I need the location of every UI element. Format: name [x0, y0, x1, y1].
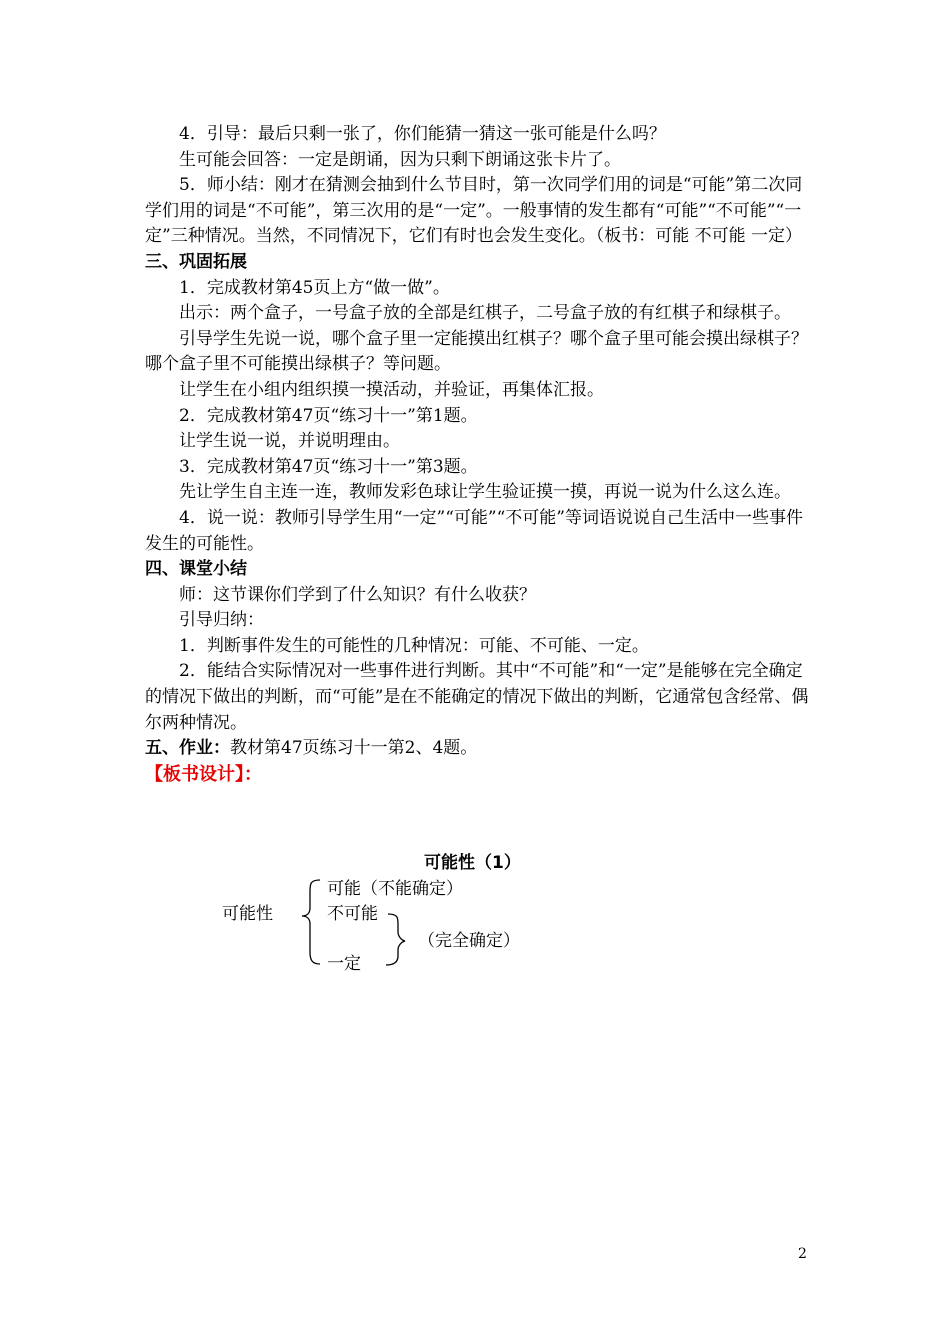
board-branch-possible: 可能（不能确定） — [327, 879, 463, 899]
paragraph-connect: 先让学生自主连一连，教师发彩色球让学生验证摸一摸，再说一说为什么这么连。 — [179, 482, 791, 503]
paragraph-explain: 让学生说一说，并说明理由。 — [179, 431, 400, 452]
paragraph-exercise-1: 1．完成教材第45页上方“做一做”。 — [179, 277, 450, 298]
section-heading-consolidate: 三、巩固拓展 — [145, 251, 247, 272]
paragraph-summary-point-2: 2．能结合实际情况对一些事件进行判断。其中“不可能”和“一定”是能够在完全确定的情况下做出的判断，而“可能”是在不能确定的情况下做出的判断，它通常包含经常、偶尔两种情况。 — [145, 661, 809, 733]
homework-text: 教材第47页练习十一第2、4题。 — [230, 738, 478, 759]
page-number: 2 — [798, 1246, 807, 1262]
paragraph-exercise-2: 2．完成教材第47页“练习十一”第1题。 — [179, 405, 478, 426]
right-brace — [386, 914, 405, 965]
board-design-heading: 【板书设计】： — [145, 763, 262, 785]
left-brace — [302, 880, 320, 964]
paragraph-summary-point-1: 1．判断事件发生的可能性的几种情况：可能、不可能、一定。 — [179, 635, 649, 656]
paragraph-speak-4: 4．说一说：教师引导学生用“一定”“可能”“不可能”等词语说说自己生活中一些事件发生的可能性。 — [145, 507, 803, 554]
paragraph-induction: 引导归纳： — [179, 610, 264, 631]
board-root-label: 可能性 — [222, 904, 273, 924]
paragraph-group-activity: 让学生在小组内组织摸一摸活动，并验证，再集体汇报。 — [179, 379, 604, 400]
paragraph-guide-4: 4．引导：最后只剩一张了，你们能猜一猜这一张可能是什么吗？ — [179, 124, 666, 144]
paragraph-exercise-3: 3．完成教材第47页“练习十一”第3题。 — [179, 456, 478, 477]
board-branch-impossible: 不可能 — [327, 904, 378, 924]
paragraph-show-boxes: 出示：两个盒子，一号盒子放的全部是红棋子，二号盒子放的有红棋子和绿棋子。 — [179, 303, 791, 324]
board-branch-certain: 一定 — [327, 954, 361, 974]
board-group-label: （完全确定） — [418, 931, 520, 951]
section-heading-summary: 四、课堂小结 — [145, 559, 247, 580]
paragraph-summary-5: 5．师小结：刚才在猜测会抽到什么节目时，第一次同学们用的词是“可能”第二次同学们用的词是“不可能”，第三次用的是“一定”。一般事情的发生都有“可能”“不可能”“一定”三种情况。当然，不同情况下，它们有时也会发生变化。（板书：可能 不可能 一定） — [145, 175, 803, 247]
document-body — [145, 122, 810, 787]
homework-line — [145, 736, 810, 762]
paragraph-guide-questions: 引导学生先说一说，哪个盒子里一定能摸出红棋子？哪个盒子里可能会摸出绿棋子？哪个盒子里不可能摸出绿棋子？等问题。 — [145, 328, 808, 375]
homework-label: 五、作业： — [145, 738, 230, 759]
paragraph-student-answer: 生可能会回答：一定是朗诵，因为只剩下朗诵这张卡片了。 — [179, 149, 621, 170]
paragraph-teacher-question: 师：这节课你们学到了什么知识？有什么收获？ — [179, 584, 536, 605]
board-design-title: 可能性（1） — [424, 853, 521, 873]
